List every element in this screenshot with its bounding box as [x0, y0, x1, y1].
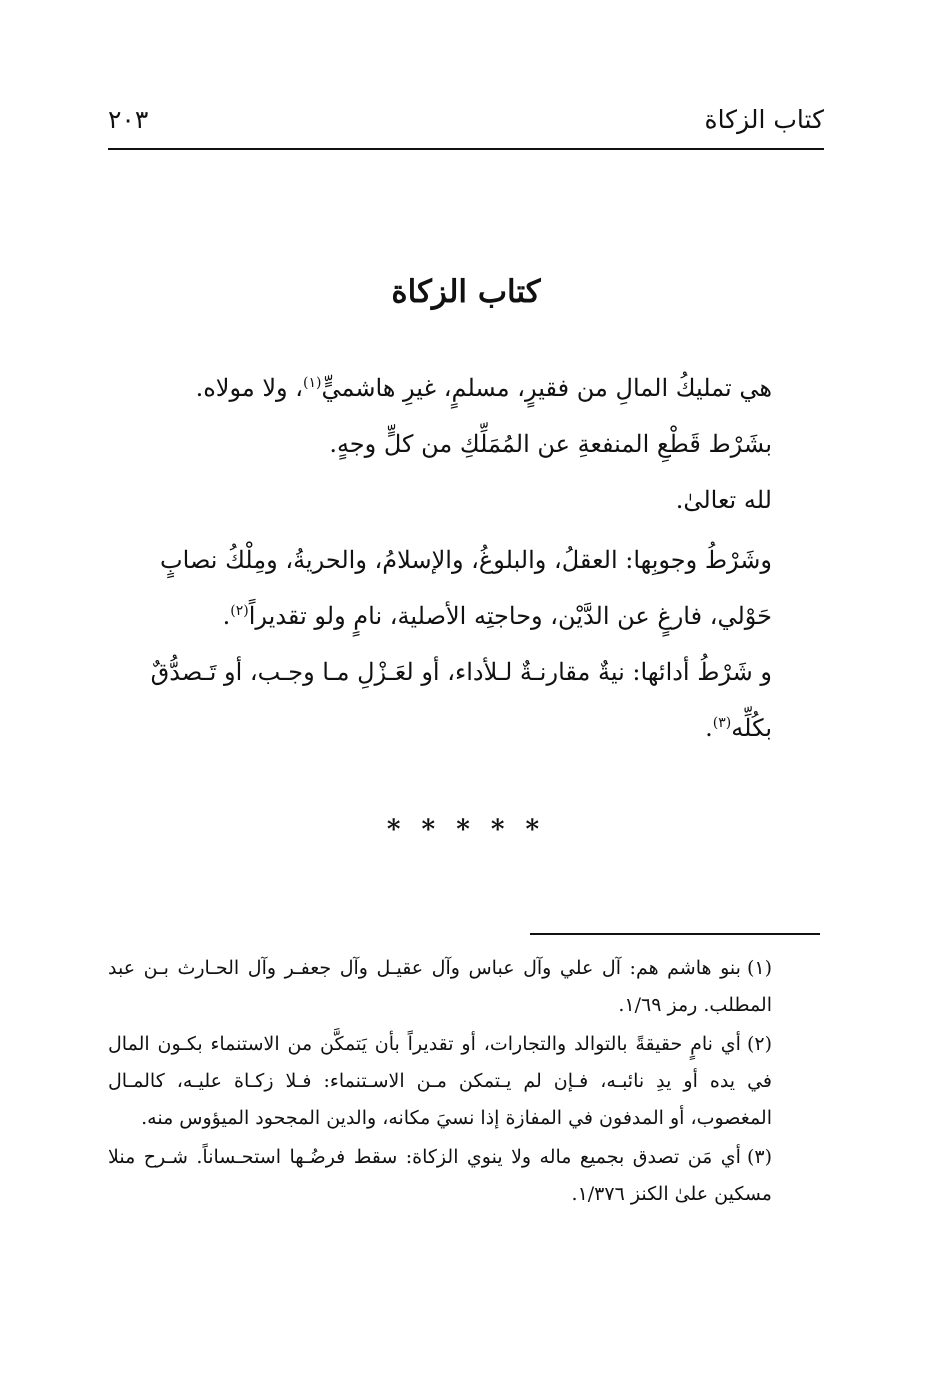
header-rule: [108, 148, 824, 150]
footnote-ref: (٣): [712, 715, 732, 731]
paragraph-text: هي تمليكُ المالِ من فقيرٍ، مسلمٍ، غيرِ هاشميٍّ: [321, 374, 772, 402]
paragraph: [108, 360, 820, 416]
footnote-ref: (١): [303, 375, 322, 391]
paragraph: [108, 644, 820, 756]
footnote-rule: [530, 933, 820, 935]
footnote: [108, 1139, 820, 1213]
paragraph-tail: .: [705, 714, 713, 742]
footnote-ref: (٢): [230, 603, 249, 619]
paragraph: [108, 532, 820, 644]
footnote-text: أي نامٍ حقيقةً بالتوالد والتجارات، أو تقديراً بأن يَتمكَّن من الاستنماء بكـون المال في يده أو يدِ نائبـه، فـإن لم يـتمكن مـن الاسـتنماء: فـلا زكـاة عليـه، كالمـال المغصوب، أو المدفون في المفازة إذا نسيَ مكانه، والدين المجحود الميؤوس منه.: [108, 1033, 772, 1129]
footnotes: [108, 950, 820, 1215]
footnote: [108, 1026, 820, 1137]
paragraph: [108, 416, 820, 472]
paragraph-tail: .: [222, 602, 231, 630]
section-divider: * * * * *: [386, 815, 546, 845]
paragraph-text: لله تعالىٰ.: [675, 486, 772, 514]
running-title: كتاب الزكاة: [704, 105, 824, 134]
paragraph: [108, 472, 820, 528]
footnote-text: بنو هاشم هم: آل علي وآل عباس وآل عقيـل وآل جعفـر وآل الحـارث بـن عبد المطلب. رمز ١/٦٩.: [108, 957, 772, 1016]
chapter-title: كتاب الزكاة: [391, 274, 541, 310]
paragraph-text: و شَرْطُ أدائها: نيةٌ مقارنـةٌ لـلأداء، أو لعَـزْلِ مـا وجـب، أو تَـصدُّقٌ بكُلِّه: [150, 658, 772, 742]
paragraph-tail: ، ولا مولاه.: [195, 374, 303, 402]
running-header: [108, 100, 824, 140]
paragraph-text: وشَرْطُ وجوبِها: العقلُ، والبلوغُ، والإسلامُ، والحريةُ، ومِلْكُ نصابٍ حَوْلي، فارغٍ عن الدَّيْن، وحاجتِه الأصلية، نامٍ ولو تقديراً: [160, 546, 772, 630]
footnote-text: أي مَن تصدق بجميع ماله ولا ينوي الزكاة: سقط فرضُـها استحـساناً. شـرح منلا مسكين علىٰ الكنز ١/٣٧٦.: [108, 1146, 772, 1205]
paragraph-text: بشَرْط قَطْعِ المنفعةِ عن المُمَلِّكِ من كلٍّ وجهٍ.: [329, 430, 772, 458]
footnote-number: (١): [746, 957, 772, 979]
main-text: [108, 360, 820, 756]
footnote-number: (٢): [746, 1033, 772, 1055]
footnote: [108, 950, 820, 1024]
footnote-number: (٣): [746, 1146, 772, 1168]
page-number: ٢٠٣: [108, 105, 149, 134]
